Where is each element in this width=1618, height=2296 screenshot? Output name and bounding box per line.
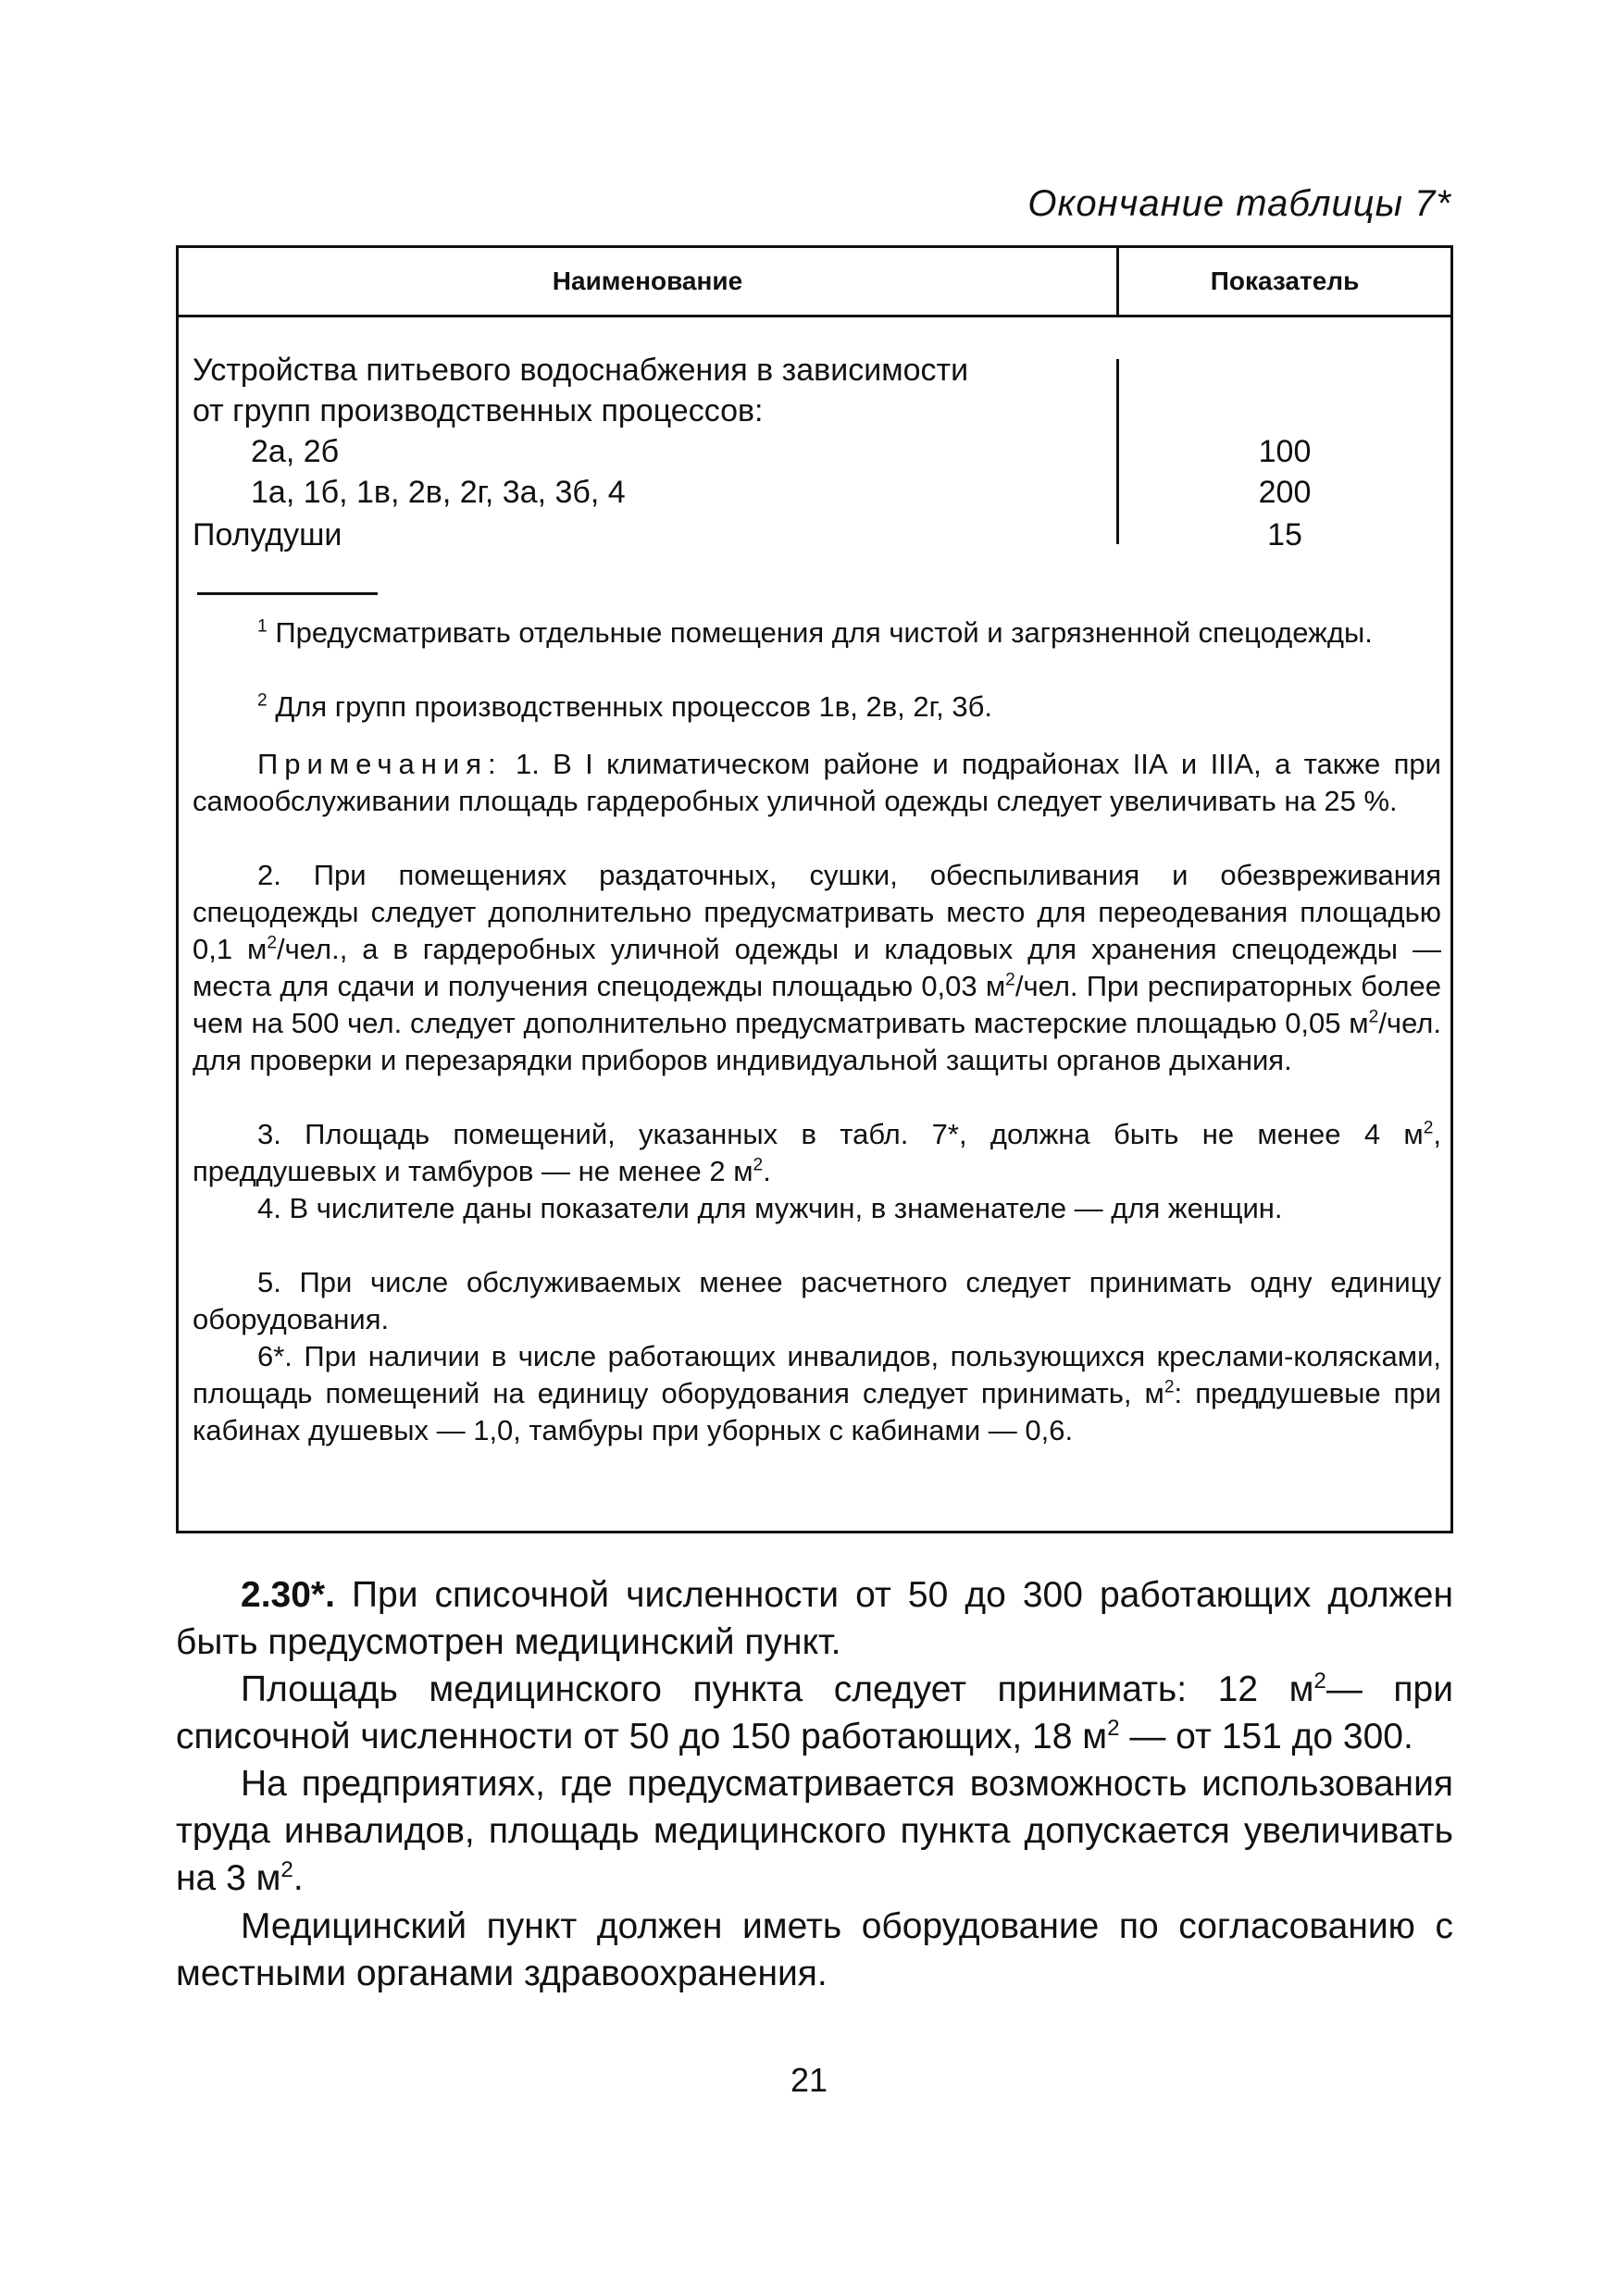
note-text: /чел. для проверки и перезарядки приборов индивидуальной защиты органов дыхания.	[193, 1007, 1441, 1076]
footnote-text: Предусматривать отдельные помещения для чистой и загрязненной спецодежды.	[275, 616, 1373, 649]
table-header	[179, 248, 1450, 317]
clause-number: 2.30*.	[241, 1575, 335, 1615]
note-text: 6*. При наличии в числе работающих инвалидов, пользующихся креслами-колясками, площадь помещений на единицу оборудования следует принимать, м	[193, 1340, 1441, 1409]
footnote-1	[193, 614, 1441, 652]
table-row-value: 200	[1258, 475, 1312, 510]
note-2	[193, 857, 1441, 1079]
notes-label: Примечания:	[257, 748, 503, 780]
paragraph-area	[176, 1666, 1453, 1760]
note-5: 5. При числе обслуживаемых менее расчетного следует принимать одну единицу оборудования.	[193, 1266, 1441, 1335]
footnote-rule	[197, 592, 378, 595]
clause-text: При списочной численности от 50 до 300 работающих должен быть предусмотрен медицинский пункт.	[176, 1575, 1453, 1662]
column-header-name: Наименование	[552, 267, 743, 295]
footnote-text: Для групп производственных процессов 1в, 2в, 2г, 3б.	[275, 690, 992, 723]
superscript: 2	[1423, 1118, 1434, 1138]
paragraph-disabled	[176, 1760, 1453, 1902]
note-text: 1. В I климатическом районе и подрайонах IIА и IIIА, а также при самообслуживании площадь гардеробных уличной одежды следует увеличивать на 25 %.	[193, 748, 1441, 817]
note-text: 3. Площадь помещений, указанных в табл. 7*, должна быть не менее 4 м	[257, 1118, 1424, 1150]
superscript: 2	[280, 1857, 293, 1882]
paragraph-text: Площадь медицинского пункта следует принимать: 12 м	[241, 1669, 1314, 1709]
note-text: /чел., а в гардеробных уличной одежды и кладовых для хранения спецодежды — места для сдачи и получения спецодежды площадью 0,03 м	[193, 933, 1442, 1002]
note-6	[193, 1338, 1441, 1449]
table-row-value: 15	[1267, 517, 1302, 552]
page-number: 21	[790, 2061, 828, 2099]
column-header-indicator: Показатель	[1210, 267, 1360, 295]
note-1	[193, 746, 1441, 820]
superscript: 2	[1005, 970, 1015, 990]
paragraph-equipment: Медицинский пункт должен иметь оборудование по согласованию с местными органами здравоохранения.	[176, 1906, 1453, 1993]
footnote-mark: 2	[257, 690, 268, 711]
table-row-name: 1а, 1б, 1в, 2в, 2г, 3а, 3б, 4	[251, 475, 626, 510]
note-text: /чел. При респираторных более чем на 500 чел. следует дополнительно предусматривать мастерские площадью 0,05 м	[193, 970, 1441, 1039]
table-row-name: от групп производственных процессов:	[193, 393, 764, 428]
table-row-value: 100	[1258, 434, 1312, 469]
table-caption: Окончание таблицы 7*	[1027, 183, 1451, 224]
superscript: 2	[1368, 1007, 1379, 1027]
note-3	[193, 1116, 1441, 1190]
note-text: .	[763, 1155, 771, 1187]
note-text: 2. При помещениях раздаточных, сушки, обеспыливания и обезвреживания спецодежды следует дополнительно предусматривать место для переодевания площадью 0,1 м	[193, 859, 1441, 965]
table-row-name: 2а, 2б	[251, 434, 340, 469]
paragraph-text: .	[292, 1858, 304, 1898]
note-text: , преддушевых и тамбуров — не менее 2 м	[193, 1118, 1441, 1187]
note-4: 4. В числителе даны показатели для мужчин, в знаменателе — для женщин.	[257, 1192, 1283, 1224]
note-text: : преддушевые при кабинах душевых — 1,0, тамбуры при уборных с кабинами — 0,6.	[193, 1377, 1441, 1446]
footnote-mark: 1	[257, 616, 268, 637]
table-7	[176, 245, 1453, 1533]
table-row-name: Полудуши	[193, 517, 342, 552]
clause-2-30	[176, 1571, 1453, 1666]
paragraph-text: — при списочной численности от 50 до 150 работающих, 18 м	[176, 1669, 1453, 1756]
superscript: 2	[1164, 1377, 1175, 1397]
table-row-name: Устройства питьевого водоснабжения в зависимости	[193, 353, 969, 388]
superscript: 2	[1313, 1669, 1326, 1694]
superscript: 2	[753, 1155, 764, 1175]
paragraph-text: На предприятиях, где предусматривается возможность использования труда инвалидов, площадь медицинского пункта допускается увеличивать на 3 м	[176, 1764, 1453, 1898]
superscript: 2	[267, 933, 278, 953]
superscript: 2	[1107, 1716, 1120, 1741]
paragraph-text: — от 151 до 300.	[1119, 1717, 1413, 1756]
footnote-2	[193, 689, 1441, 726]
